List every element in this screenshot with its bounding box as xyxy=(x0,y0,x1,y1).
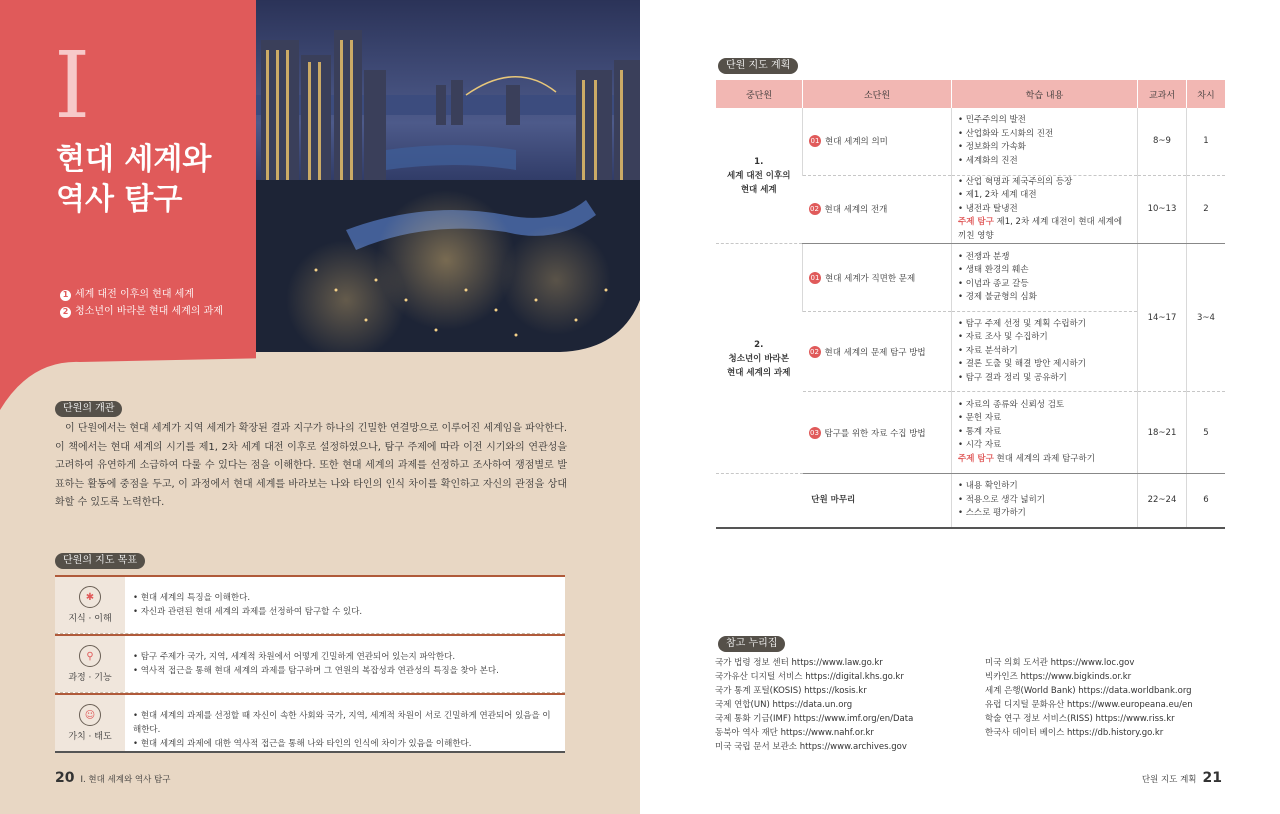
content-item: • 이념과 종교 갈등 xyxy=(958,278,1131,292)
left-footer xyxy=(55,770,170,786)
content-item: • 경제 불균형의 심화 xyxy=(958,291,1131,305)
reference-link[interactable]: 국가유산 디지털 서비스 https://digital.khs.go.kr xyxy=(715,672,904,682)
mid-unit-cell: 2. 청소년이 바라본 현대 세계의 과제 xyxy=(716,244,803,474)
theme-label: 주제 탐구 xyxy=(958,453,994,464)
content-item: • 세계화의 진전 xyxy=(958,155,1131,169)
goal-item: • 자신과 관련된 현대 세계의 과제를 선정하여 탐구할 수 있다. xyxy=(133,605,555,619)
goal-label-cell xyxy=(55,695,125,751)
theme-line xyxy=(958,216,1131,243)
theme-text: 현대 세계의 과제 탐구하기 xyxy=(996,453,1095,464)
unit-title-line1: 현대 세계와 xyxy=(56,142,212,177)
sub-unit-cell xyxy=(803,108,952,175)
theme-text: 제1, 2차 세계 대전이 현대 세계에 끼친 영향 xyxy=(958,217,1123,241)
pages-cell: 18~21 xyxy=(1138,392,1187,474)
sub-unit-label: 탐구를 위한 자료 수집 방법 xyxy=(824,428,926,439)
periods-cell: 6 xyxy=(1187,474,1226,528)
content-item: • 탐구 주제 선정 및 계획 수립하기 xyxy=(958,318,1131,332)
content-item: • 스스로 평가하기 xyxy=(958,507,1131,521)
pages-cell: 8~9 xyxy=(1138,108,1187,175)
sub-unit-label: 세계 대전 이후의 현대 세계 xyxy=(75,289,194,300)
reference-link[interactable]: 미국 의회 도서관 https://www.loc.gov xyxy=(985,658,1135,668)
goal-label-cell xyxy=(55,577,125,633)
content-item: • 통계 자료 xyxy=(958,426,1131,440)
reference-link[interactable]: 유럽 디지털 문화유산 https://www.europeana.eu/en xyxy=(985,700,1193,710)
right-page xyxy=(640,0,1280,814)
sub-unit-cell xyxy=(803,244,952,312)
content-cell xyxy=(952,474,1138,528)
plan-tag: 단원 지도 계획 xyxy=(718,58,798,74)
content-item: • 산업 혁명과 제국주의의 등장 xyxy=(958,176,1131,190)
unit-roman-numeral: I xyxy=(54,32,91,139)
table-row xyxy=(716,474,1226,528)
content-item: • 탐구 결과 정리 및 공유하기 xyxy=(958,372,1131,386)
table-row xyxy=(716,244,1226,312)
lesson-number: 02 xyxy=(810,347,819,356)
footer-section-title: 단원 지도 계획 xyxy=(1141,775,1197,785)
reference-link[interactable]: 세계 은행(World Bank) https://data.worldbank.org xyxy=(985,686,1192,696)
mid-unit-cell: 단원 마무리 xyxy=(716,474,952,528)
lesson-number: 01 xyxy=(810,137,820,146)
sub-unit-cell xyxy=(803,312,952,392)
overview-text: 이 단원에서는 현대 세계가 지역 세계가 확장된 결과 지구가 하나의 긴밀한 연결망으로 이루어진 세계임을 파악한다. 이 책에서는 현대 세계의 시기를 제1, 2차 세계 대전 이후로 설정하였으나, 탐구 주제에 따라 이전 시기와의 연관성을 고려하여 유연하게 소급하여 다룰 수 있다는 점을 이해한다. 또한 현대 세계의 과제를 선정하고 조사하여 쟁점별로 발표하는 활동에 중점을 두고, 이 과정에서 현대 세계를 바라보는 나와 타인의 인식 차이를 확인하고 자신의 관점을 상대화할 수 있도록 노력한다. xyxy=(55,423,567,508)
content-cell xyxy=(952,175,1138,244)
unit-title xyxy=(56,140,246,220)
lesson-number: 03 xyxy=(810,428,819,437)
content-item: • 결론 도출 및 해결 방안 제시하기 xyxy=(958,358,1131,372)
content-item: • 전쟁과 분쟁 xyxy=(958,251,1131,265)
reference-link[interactable]: 국제 연합(UN) https://data.un.org xyxy=(715,700,853,710)
goal-label: 과정 · 기능 xyxy=(68,673,112,683)
content-cell xyxy=(952,392,1138,474)
unit-plan-table xyxy=(715,80,1225,529)
content-item: • 민주주의의 발전 xyxy=(958,114,1131,128)
header-pages: 교과서 xyxy=(1138,80,1187,108)
footer-unit-title: I. 현대 세계와 역사 탐구 xyxy=(80,775,171,785)
goal-label: 가치 · 태도 xyxy=(68,732,112,742)
content-item: • 문헌 자료 xyxy=(958,412,1131,426)
goal-item: • 역사적 접근을 통해 현대 세계의 과제를 탐구하며 그 연원의 복잡성과 연관성의 특징을 찾아 본다. xyxy=(133,664,555,678)
number-badge: 1 xyxy=(60,290,71,301)
content-cell xyxy=(952,312,1138,392)
reference-link[interactable]: 동북아 역사 재단 https://www.nahf.or.kr xyxy=(715,728,874,738)
sub-unit-label: 현대 세계의 전개 xyxy=(824,205,888,216)
periods-cell: 3~4 xyxy=(1187,244,1226,392)
sub-unit-item xyxy=(60,287,223,303)
lightbulb-icon: ✱ xyxy=(79,586,101,608)
periods-cell: 5 xyxy=(1187,392,1226,474)
theme-line xyxy=(958,453,1131,467)
sub-unit-cell xyxy=(803,175,952,244)
page-number: 21 xyxy=(1202,770,1222,786)
goal-item: • 현대 세계의 과제에 대한 역사적 접근을 통해 나와 타인의 인식에 차이가 있음을 이해한다. xyxy=(133,737,555,751)
sub-unit-item xyxy=(60,304,223,320)
content-item: • 자료 조사 및 수집하기 xyxy=(958,331,1131,345)
content-item: • 자료의 종류와 신뢰성 검토 xyxy=(958,399,1131,413)
goal-row-value xyxy=(55,693,565,753)
goal-row-knowledge xyxy=(55,575,565,634)
pages-cell: 10~13 xyxy=(1138,175,1187,244)
content-item: • 적용으로 생각 넓히기 xyxy=(958,494,1131,508)
sub-unit-label: 현대 세계의 문제 탐구 방법 xyxy=(824,347,926,358)
reference-tag: 참고 누리집 xyxy=(718,636,785,652)
content-item: • 자료 분석하기 xyxy=(958,345,1131,359)
unit-title-line2: 역사 탐구 xyxy=(56,182,183,217)
overview-tag: 단원의 개관 xyxy=(55,401,122,417)
goals-table xyxy=(55,575,565,753)
number-badge: 2 xyxy=(60,307,71,318)
magnifier-icon: ⚲ xyxy=(79,645,101,667)
pages-cell: 22~24 xyxy=(1138,474,1187,528)
periods-cell: 2 xyxy=(1187,175,1226,244)
content-item: • 산업화와 도시화의 진전 xyxy=(958,128,1131,142)
mid-unit-cell: 1. 세계 대전 이후의 현대 세계 xyxy=(716,108,803,244)
theme-label: 주제 탐구 xyxy=(958,217,994,227)
goal-item: • 현대 세계의 과제를 선정할 때 자신이 속한 사회와 국가, 지역, 세계적 차원이 서로 긴밀하게 연관되어 있음을 이해한다. xyxy=(133,709,555,737)
header-sub-unit: 소단원 xyxy=(803,80,952,108)
table-header-row xyxy=(716,80,1226,108)
goal-label: 지식 · 이해 xyxy=(68,614,112,624)
reference-link[interactable]: 미국 국립 문서 보관소 https://www.archives.gov xyxy=(715,742,907,752)
content-item: • 생태 환경의 훼손 xyxy=(958,264,1131,278)
content-cell xyxy=(952,244,1138,312)
reference-list-right xyxy=(985,656,1193,740)
reference-link[interactable]: 빅카인즈 https://www.bigkinds.or.kr xyxy=(985,672,1132,682)
periods-cell: 1 xyxy=(1187,108,1226,175)
content-item: • 제1, 2차 세계 대전 xyxy=(958,189,1131,203)
header-content: 학습 내용 xyxy=(952,80,1138,108)
reference-link[interactable]: 국가 법령 정보 센터 https://www.law.go.kr xyxy=(715,658,883,668)
sub-unit-list xyxy=(60,287,223,321)
sub-unit-label: 청소년이 바라본 현대 세계의 과제 xyxy=(75,306,223,317)
lesson-number: 02 xyxy=(810,205,819,214)
reference-link[interactable]: 국제 통화 기금(IMF) https://www.imf.org/en/Data xyxy=(715,714,914,724)
decorative-wave xyxy=(0,300,640,440)
table-row xyxy=(716,108,1226,175)
reference-link[interactable]: 한국사 데이터 베이스 https://db.history.go.kr xyxy=(985,728,1164,738)
reference-link[interactable]: 국가 통계 포털(KOSIS) https://kosis.kr xyxy=(715,686,867,696)
head-icon: ☺ xyxy=(79,704,101,726)
content-item: • 시각 자료 xyxy=(958,439,1131,453)
content-item: • 내용 확인하기 xyxy=(958,480,1131,494)
goal-row-process xyxy=(55,634,565,693)
header-periods: 차시 xyxy=(1187,80,1226,108)
goal-items xyxy=(125,636,565,692)
content-item: • 정보화의 가속화 xyxy=(958,141,1131,155)
sub-unit-cell xyxy=(803,392,952,474)
reference-link[interactable]: 학술 연구 정보 서비스(RISS) https://www.riss.kr xyxy=(985,714,1175,724)
content-cell xyxy=(952,108,1138,175)
reference-list-left xyxy=(715,656,913,754)
right-footer xyxy=(1142,770,1222,786)
goal-items xyxy=(125,695,565,751)
goal-item: • 탐구 주제가 국가, 지역, 세계적 차원에서 어떻게 긴밀하게 연관되어 있는지 파악한다. xyxy=(133,650,555,664)
sub-unit-label: 현대 세계가 직면한 문제 xyxy=(825,273,916,284)
header-mid-unit: 중단원 xyxy=(716,80,803,108)
goal-item: • 현대 세계의 특징을 이해한다. xyxy=(133,591,555,605)
content-item: • 냉전과 탈냉전 xyxy=(958,203,1131,217)
pages-cell: 14~17 xyxy=(1138,244,1187,392)
sub-unit-label: 현대 세계의 의미 xyxy=(825,137,888,148)
page-number: 20 xyxy=(55,770,75,786)
goals-tag: 단원의 지도 목표 xyxy=(55,553,145,569)
goal-label-cell xyxy=(55,636,125,692)
lesson-number: 01 xyxy=(810,273,820,282)
goal-items xyxy=(125,577,565,633)
